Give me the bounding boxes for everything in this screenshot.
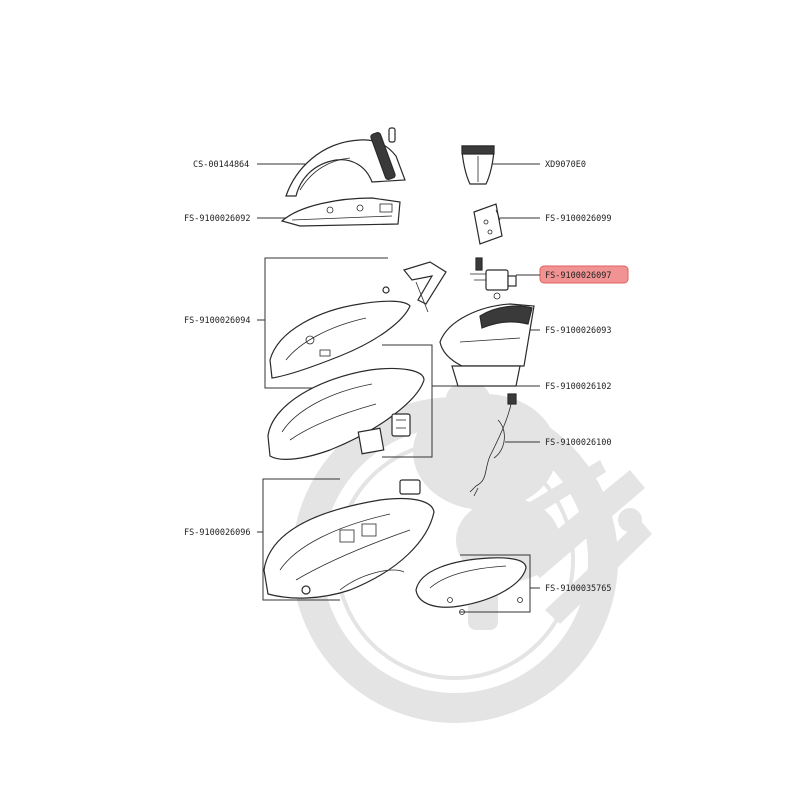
- label-fs-9100035765[interactable]: FS-9100035765: [545, 584, 612, 594]
- part-pcb-board[interactable]: [474, 204, 502, 244]
- label-fs-9100026100[interactable]: FS-9100026100: [545, 438, 612, 448]
- label-fs-9100026092[interactable]: FS-9100026092: [184, 214, 251, 224]
- label-fs-9100026099[interactable]: FS-9100026099: [545, 214, 612, 224]
- label-fs-9100026093[interactable]: FS-9100026093: [545, 326, 612, 336]
- part-water-tank[interactable]: [462, 146, 494, 184]
- label-xd9070e0[interactable]: XD9070E0: [545, 160, 586, 170]
- label-cs-00144864[interactable]: CS-00144864: [193, 160, 250, 170]
- part-soleplate[interactable]: [282, 198, 400, 226]
- part-electrovalve[interactable]: [470, 258, 516, 299]
- part-upper-housing[interactable]: [270, 262, 446, 378]
- label-fs-9100026097[interactable]: FS-9100026097: [545, 271, 612, 281]
- label-fs-9100026094[interactable]: FS-9100026094: [184, 316, 251, 326]
- part-boiler-cover[interactable]: [440, 304, 534, 386]
- label-fs-9100026102[interactable]: FS-9100026102: [545, 382, 612, 392]
- part-iron-complete[interactable]: [286, 128, 405, 196]
- label-fs-9100026096[interactable]: FS-9100026096: [184, 528, 251, 538]
- part-base-housing[interactable]: [264, 480, 434, 598]
